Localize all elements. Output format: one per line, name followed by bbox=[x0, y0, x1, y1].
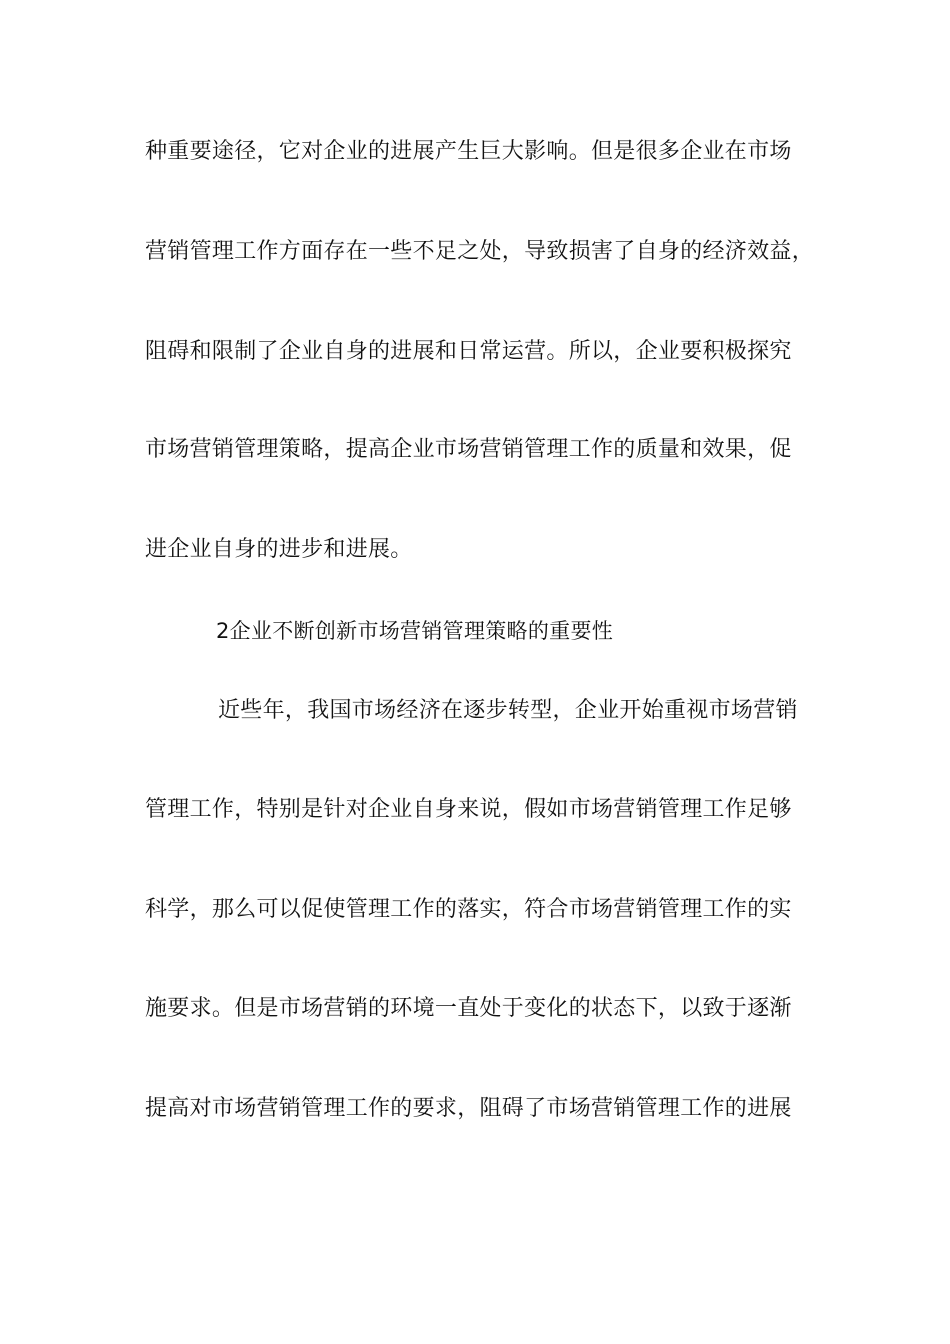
paragraph-line: 营销管理工作方面存在一些不足之处，导致损害了自身的经济效益， bbox=[145, 239, 815, 264]
paragraph-line: 管理工作，特别是针对企业自身来说，假如市场营销管理工作足够 bbox=[145, 797, 792, 822]
paragraph-line: 科学，那么可以促使管理工作的落实，符合市场营销管理工作的实 bbox=[145, 897, 792, 922]
paragraph-line: 进企业自身的进步和进展。 bbox=[145, 537, 413, 562]
paragraph-line: 施要求。但是市场营销的环境一直处于变化的状态下，以致于逐渐 bbox=[145, 996, 792, 1021]
paragraph-line: 阻碍和限制了企业自身的进展和日常运营。所以，企业要积极探究 bbox=[145, 339, 792, 364]
paragraph-line: 种重要途径，它对企业的进展产生巨大影响。但是很多企业在市场 bbox=[145, 139, 792, 164]
paragraph-line: 提高对市场营销管理工作的要求，阻碍了市场营销管理工作的进展 bbox=[145, 1096, 792, 1121]
paragraph-line: 市场营销管理策略，提高企业市场营销管理工作的质量和效果，促 bbox=[145, 437, 792, 462]
paragraph-line: 近些年，我国市场经济在逐步转型，企业开始重视市场营销 bbox=[218, 698, 798, 723]
section-heading: 2企业不断创新市场营销管理策略的重要性 bbox=[216, 619, 614, 643]
